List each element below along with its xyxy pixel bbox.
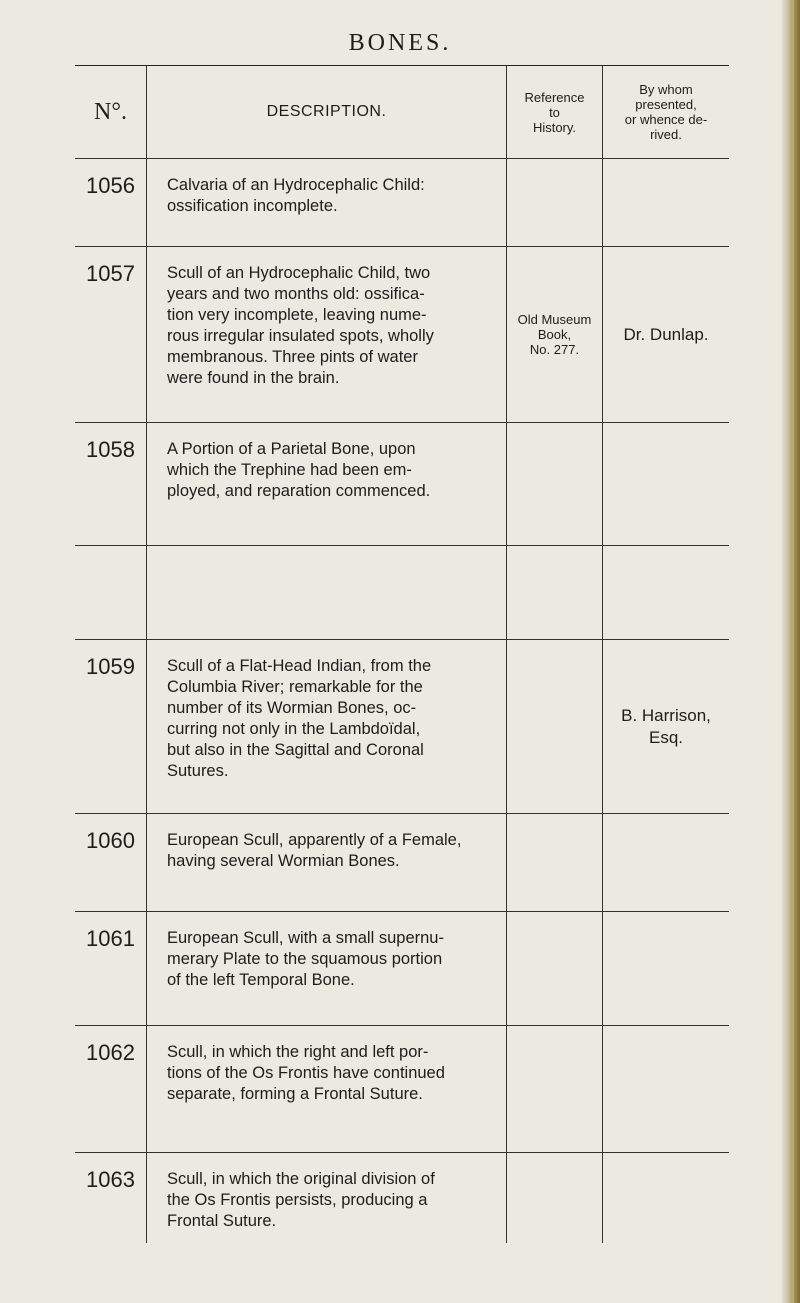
description-line: Sutures. — [167, 762, 229, 780]
description-line: which the Trephine had been em- — [167, 461, 412, 479]
description-line: were found in the brain. — [167, 369, 340, 387]
entry-number: 1058 — [75, 423, 147, 545]
entry-presented — [603, 1026, 729, 1152]
header-presented — [603, 66, 729, 158]
table-row — [75, 1026, 729, 1153]
entry-presented: Dr. Dunlap. — [623, 324, 709, 344]
entry-description — [147, 546, 507, 639]
header-number: N°. — [75, 66, 147, 158]
reference-line: No. 277. — [529, 342, 580, 357]
description-line: tion very incomplete, leaving nume- — [167, 306, 427, 324]
catalogue-table — [75, 65, 729, 1243]
reference-line: Book, — [537, 327, 572, 342]
entry-reference — [507, 640, 603, 813]
entry-presented — [603, 423, 729, 545]
entry-reference — [507, 546, 603, 639]
description-line: Frontal Suture. — [167, 1212, 277, 1230]
entry-number: 1063 — [75, 1153, 147, 1243]
header-presented-line: or whence de- — [624, 112, 708, 127]
description-line: membranous. Three pints of water — [167, 348, 418, 366]
entry-number: 1061 — [75, 912, 147, 1025]
description-line: ployed, and reparation commenced. — [167, 482, 431, 500]
entry-reference — [507, 1026, 603, 1152]
table-row — [75, 159, 729, 247]
table-row — [75, 1153, 729, 1243]
description-line: rous irregular insulated spots, wholly — [167, 327, 434, 345]
presented-line: B. Harrison, — [621, 705, 711, 725]
header-presented-line: rived. — [650, 127, 682, 142]
description-line: of the left Temporal Bone. — [167, 971, 355, 989]
header-reference-line: Reference — [524, 89, 585, 105]
entry-description — [147, 1153, 507, 1243]
header-presented-line: By whom — [639, 82, 693, 97]
description-line: Calvaria of an Hydrocephalic Child: — [167, 176, 425, 194]
entry-reference — [507, 159, 603, 246]
description-line: European Scull, apparently of a Female, — [167, 831, 462, 849]
header-presented-line: presented, — [635, 97, 697, 112]
entry-number: 1057 — [75, 247, 147, 422]
header-reference — [507, 66, 603, 158]
header-description: DESCRIPTION. — [147, 66, 507, 158]
presented-line: Esq. — [648, 727, 684, 747]
table-row — [75, 247, 729, 423]
description-line: tions of the Os Frontis have continued — [167, 1064, 445, 1082]
entry-number — [75, 546, 147, 639]
description-line: the Os Frontis persists, producing a — [167, 1191, 428, 1209]
description-line: having several Wormian Bones. — [167, 852, 400, 870]
header-reference-line: History. — [532, 119, 577, 135]
description-line: merary Plate to the squamous portion — [167, 950, 443, 968]
entry-reference — [507, 912, 603, 1025]
entry-number: 1060 — [75, 814, 147, 911]
entry-number: 1056 — [75, 159, 147, 246]
table-row — [75, 814, 729, 912]
entry-presented — [603, 640, 729, 813]
description-line: Scull of a Flat-Head Indian, from the — [167, 657, 432, 675]
entry-description — [147, 912, 507, 1025]
entry-presented — [603, 546, 729, 639]
entry-description — [147, 814, 507, 911]
description-line: Scull, in which the right and left por- — [167, 1043, 429, 1061]
description-line: ossification incomplete. — [167, 197, 338, 215]
description-line: A Portion of a Parietal Bone, upon — [167, 440, 416, 458]
page-title: BONES. — [348, 30, 452, 56]
header-reference-line: to — [549, 104, 560, 120]
description-line: years and two months old: ossifica- — [167, 285, 425, 303]
reference-line: Old Museum — [517, 312, 592, 327]
entry-reference — [507, 423, 603, 545]
table-row-blank — [75, 546, 729, 640]
description-line: number of its Wormian Bones, oc- — [167, 699, 417, 717]
page-edge-strip — [791, 0, 794, 1303]
entry-number: 1062 — [75, 1026, 147, 1152]
description-line: Scull of an Hydrocephalic Child, two — [167, 264, 431, 282]
entry-description — [147, 159, 507, 246]
entry-presented — [603, 159, 729, 246]
entry-presented — [603, 912, 729, 1025]
entry-description — [147, 640, 507, 813]
entry-reference — [507, 814, 603, 911]
entry-reference — [507, 1153, 603, 1243]
description-line: but also in the Sagittal and Coronal — [167, 741, 424, 759]
description-line: Columbia River; remarkable for the — [167, 678, 423, 696]
entry-description — [147, 1026, 507, 1152]
table-header-row — [75, 66, 729, 159]
table-row — [75, 423, 729, 546]
entry-description — [147, 423, 507, 545]
entry-number: 1059 — [75, 640, 147, 813]
description-line: European Scull, with a small supernu- — [167, 929, 444, 947]
table-row — [75, 912, 729, 1026]
table-row — [75, 640, 729, 814]
description-line: Scull, in which the original division of — [167, 1170, 435, 1188]
entry-reference — [507, 247, 603, 422]
description-line: separate, forming a Frontal Suture. — [167, 1085, 423, 1103]
entry-presented — [603, 814, 729, 911]
entry-presented — [603, 1153, 729, 1243]
description-line: curring not only in the Lambdoïdal, — [167, 720, 421, 738]
entry-description — [147, 247, 507, 422]
